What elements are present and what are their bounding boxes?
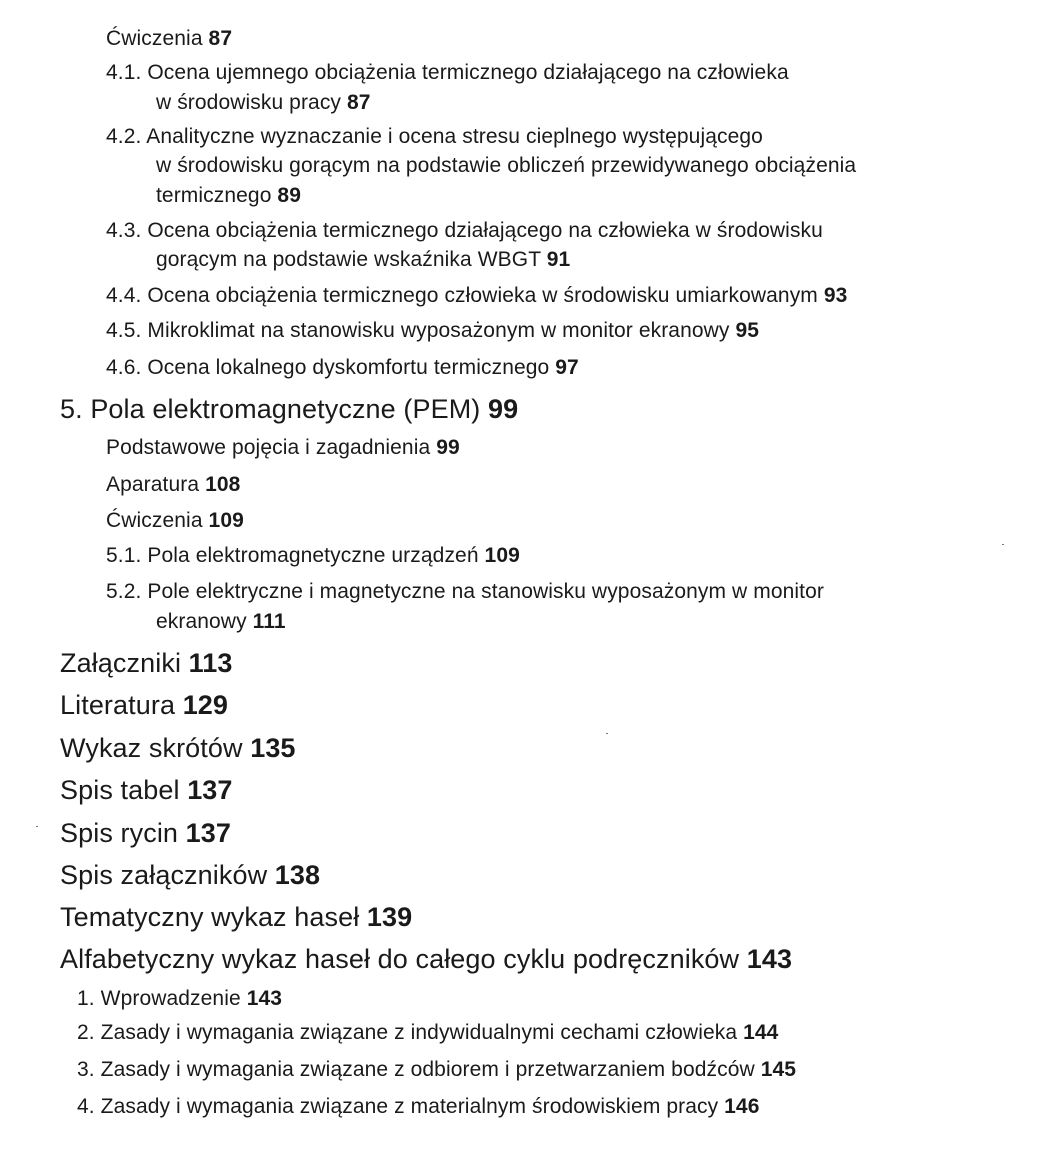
toc-entry-5-2-cont — [156, 607, 286, 637]
toc-entry-4-5 — [106, 316, 759, 346]
entry-text: Ocena lokalnego dyskomfortu termicznego — [147, 356, 550, 379]
page-number: 99 — [436, 436, 460, 459]
toc-entry-4-2-cont2 — [156, 181, 301, 211]
section-title: Spis rycin — [60, 818, 179, 848]
entry-text: gorącym na podstawie wskaźnika WBGT — [156, 248, 541, 271]
toc-entry-4-3-cont — [156, 245, 570, 275]
page-number: 129 — [182, 690, 229, 720]
chapter-title: 5. Pola elektromagnetyczne (PEM) — [60, 394, 481, 424]
section-title: Spis załączników — [60, 860, 268, 890]
entry-number: 4.3. — [106, 219, 142, 242]
scan-speck — [36, 826, 38, 827]
entry-text: Zasady i wymagania związane z indywidualnymi cechami człowieka — [100, 1021, 738, 1044]
entry-text: Ocena ujemnego obciążenia termicznego działającego na człowieka — [147, 61, 789, 84]
entry-number: 1. — [77, 987, 95, 1010]
toc-literature — [60, 687, 228, 723]
entry-number: 4.6. — [106, 356, 142, 379]
page-number: 87 — [346, 91, 371, 114]
toc-entry-4-6 — [106, 353, 579, 383]
section-title: Załączniki — [60, 648, 182, 678]
section-title: Alfabetyczny wykaz haseł do całego cyklu podręczników — [60, 944, 740, 974]
entry-number: 5.1. — [106, 544, 142, 567]
page-number: 91 — [546, 248, 571, 271]
toc-entry-basics-5 — [106, 433, 460, 463]
page-number: 99 — [488, 394, 519, 424]
page-number: 144 — [743, 1021, 779, 1044]
section-title: Wykaz skrótów — [60, 733, 243, 763]
entry-label: Ćwiczenia — [106, 27, 203, 50]
entry-label: Aparatura — [106, 473, 200, 496]
entry-label: Ćwiczenia — [106, 509, 203, 532]
toc-figures — [60, 815, 231, 851]
toc-tables — [60, 772, 233, 808]
page-number: 135 — [250, 733, 296, 763]
scan-speck — [1002, 544, 1004, 545]
toc-entry-apparatus-5 — [106, 470, 240, 500]
toc-thematic-index — [60, 899, 412, 935]
page-number: 143 — [746, 944, 793, 974]
toc-entry-4-2-cont — [156, 151, 856, 181]
entry-text: ekranowy — [156, 610, 247, 633]
page-number: 109 — [484, 544, 520, 567]
toc-entry-5-1 — [106, 541, 520, 571]
entry-number: 4.1. — [106, 61, 142, 84]
page-number: 87 — [208, 27, 233, 50]
entry-text: Ocena obciążenia termicznego człowieka w środowisku umiarkowanym — [147, 284, 818, 307]
page-number: 93 — [823, 284, 848, 307]
toc-entry-5-2 — [106, 577, 824, 607]
page-number: 95 — [735, 319, 760, 342]
entry-label: Podstawowe pojęcia i zagadnienia — [106, 436, 431, 459]
entry-number: 4.2. — [106, 125, 142, 148]
scan-speck — [606, 733, 608, 734]
entry-text: Pola elektromagnetyczne urządzeń — [147, 544, 479, 567]
entry-text: w środowisku pracy — [156, 91, 342, 114]
entry-number: 4. — [77, 1095, 95, 1118]
entry-text: Zasady i wymagania związane z odbiorem i przetwarzaniem bodźców — [100, 1058, 755, 1081]
entry-number: 3. — [77, 1058, 95, 1081]
page-number: 139 — [366, 902, 413, 932]
page-number: 113 — [188, 648, 233, 678]
page-number: 137 — [185, 818, 231, 848]
entry-text: Ocena obciążenia termicznego działającego na człowieka w środowisku — [147, 219, 823, 242]
section-title: Tematyczny wykaz haseł — [60, 902, 360, 932]
page-number: 108 — [205, 473, 241, 496]
toc-alpha-1 — [77, 984, 282, 1014]
page-number: 89 — [277, 184, 301, 207]
toc-entry-4-1-cont — [156, 88, 371, 118]
entry-text: Analityczne wyznaczanie i ocena stresu cieplnego występującego — [146, 125, 763, 148]
toc-entry-exercises-4 — [106, 24, 232, 54]
toc-alpha-4 — [77, 1092, 760, 1122]
toc-annexes — [60, 857, 320, 893]
entry-text: Wprowadzenie — [100, 987, 241, 1010]
toc-entry-4-1 — [106, 58, 789, 88]
entry-text: Zasady i wymagania związane z materialnym środowiskiem pracy — [100, 1095, 719, 1118]
page-number: 145 — [760, 1058, 797, 1081]
toc-abbreviations — [60, 730, 296, 766]
entry-number: 5.2. — [106, 580, 142, 603]
toc-attachments — [60, 645, 233, 681]
entry-text: w środowisku gorącym na podstawie obliczeń przewidywanego obciążenia — [156, 154, 857, 177]
section-title: Spis tabel — [60, 775, 180, 805]
toc-chapter-5 — [60, 391, 518, 427]
toc-entry-exercises-5 — [106, 506, 244, 536]
entry-number: 2. — [77, 1021, 95, 1044]
toc-entry-4-4 — [106, 281, 847, 311]
toc-entry-4-3 — [106, 216, 823, 246]
page-number: 137 — [187, 775, 233, 805]
page-number: 143 — [246, 987, 283, 1010]
entry-number: 4.4. — [106, 284, 142, 307]
page-number: 138 — [274, 860, 321, 890]
section-title: Literatura — [60, 690, 176, 720]
toc-entry-4-2 — [106, 122, 763, 152]
entry-text: Mikroklimat na stanowisku wyposażonym w monitor ekranowy — [147, 319, 730, 342]
entry-text: termicznego — [156, 184, 272, 207]
entry-number: 4.5. — [106, 319, 142, 342]
page-number: 109 — [208, 509, 244, 532]
entry-text: Pole elektryczne i magnetyczne na stanowisku wyposażonym w monitor — [147, 580, 824, 603]
toc-alpha-2 — [77, 1018, 778, 1048]
page-number: 146 — [724, 1095, 760, 1118]
page-number: 111 — [252, 610, 286, 633]
page-number: 97 — [555, 356, 579, 379]
toc-alpha-index — [60, 941, 792, 977]
toc-alpha-3 — [77, 1055, 796, 1085]
